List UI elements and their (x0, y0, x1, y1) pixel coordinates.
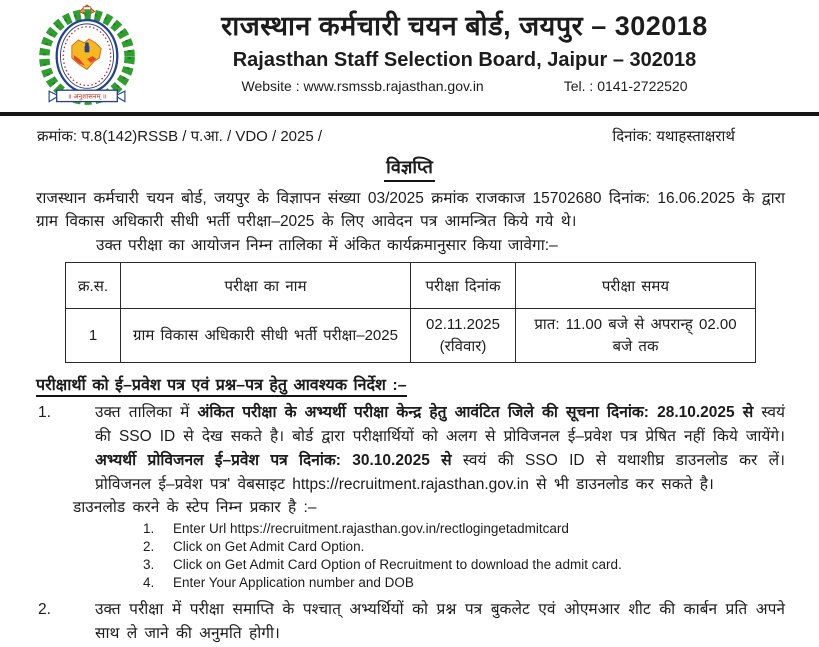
col-header-exam-date: परीक्षा दिनांक (411, 263, 516, 309)
step-text: Click on Get Admit Card Option of Recruitment to download the admit card. (173, 557, 622, 572)
cell-sno: 1 (66, 309, 121, 363)
step-number: 1. (143, 521, 155, 536)
exam-date-value: 02.11.2025 (426, 315, 500, 333)
intro-paragraph: राजस्थान कर्मचारी चयन बोर्ड, जयपुर के विज्ञापन संख्या 03/2025 क्रमांक राजकाज 15702680 दिनांक: 16.06.2025 के द्वारा ग्राम विकास अधिकारी सीधी भर्ती परीक्षा–2025 के लिए आवेदन पत्र आमन्त्रित किये गये थे। (36, 190, 785, 230)
download-step (143, 520, 785, 538)
col-header-exam-name: परीक्षा का नाम (121, 263, 411, 309)
reference-row (0, 126, 819, 146)
instr1-bold2: अभ्यर्थी प्रोविजनल ई–प्रवेश पत्र दिनांक: 30.10.2025 से (95, 452, 452, 469)
exam-schedule-table (65, 262, 756, 363)
telephone-text: Tel. : 0141-2722520 (563, 78, 688, 94)
org-name-english: Rajasthan Staff Selection Board, Jaipur – 302018 (232, 49, 697, 71)
download-steps-intro: डाउनलोड करने के स्टेप निम्न प्रकार है :– (73, 499, 317, 516)
exam-date-day: (रविवार) (439, 337, 487, 355)
instruction-1-number: 1. (38, 404, 51, 421)
step-text: Click on Get Admit Card Option. (173, 539, 365, 554)
step-text: Enter Url https://recruitment.rajasthan.gov.in/rectlogingetadmitcard (173, 521, 569, 536)
step-number: 2. (143, 539, 155, 554)
cell-exam-time: प्रात: 11.00 बजे से अपरान्ह् 02.00 बजे तक (516, 309, 756, 363)
rssb-emblem-icon (28, 4, 146, 112)
instruction-1-body (73, 401, 786, 592)
logo-motto-text: ॥ अनुशासनम् ॥ (67, 93, 107, 101)
instructions-heading: परीक्षार्थी को ई–प्रवेश पत्र एवं प्रश्न–पत्र हेतु आवश्यक निर्देश :– (36, 373, 785, 395)
col-header-sno: क्र.स. (66, 263, 121, 309)
col-header-exam-time: परीक्षा समय (516, 263, 756, 309)
instr1-bold1: अंकित परीक्षा के अभ्यर्थी परीक्षा केन्द्र हेतु आवंटित जिले की सूचना दिनांक: 28.10.2025 से (197, 404, 754, 421)
schedule-line: उक्त परीक्षा का आयोजन निम्न तालिका में अंकित कार्यक्रमानुसार किया जावेगा:– (96, 237, 558, 254)
instruction-2-number: 2. (38, 601, 51, 618)
instr1-seg3: स्वयं की SSO ID से यथाशीघ्र डाउनलोड कर लें। प्रोविजनल ई–प्रवेश पत्र' वेबसाइट https://recruitment.rajasthan.gov.in से भी डाउनलोड कर सकते है। (95, 452, 786, 493)
download-step (143, 556, 785, 574)
rssb-emblem-logo (28, 4, 146, 112)
instr1-seg1: उक्त तालिका में (95, 404, 198, 421)
instr1-seg2: स्वयं की SSO ID से देख सकते है। बोर्ड द्वारा परीक्षार्थियों को अलग से प्रोविजनल ई–प्रवेश पत्र प्रेषित नहीं किये जायेंगे। (95, 404, 785, 445)
table-row (66, 309, 756, 363)
org-name-hindi: राजस्थान कर्मचारी चयन बोर्ड, जयपुर – 302018 (221, 11, 708, 41)
download-steps-list (143, 520, 785, 592)
step-number: 4. (143, 575, 155, 590)
download-step (143, 538, 785, 556)
instruction-2-body: उक्त परीक्षा में परीक्षा समाप्ति के पश्चात् अभ्यर्थियों को प्रश्न पत्र बुकलेट एवं ओएमआर शीट की कार्बन प्रति अपने साथ ले जाने की अनुमति होगी। (95, 601, 785, 642)
document-header (0, 0, 819, 112)
instruction-item-1 (0, 401, 819, 592)
cell-exam-name: ग्राम विकास अधिकारी सीधी भर्ती परीक्षा–2025 (121, 309, 411, 363)
instruction-item-2 (0, 598, 819, 646)
step-number: 3. (143, 557, 155, 572)
reference-number: क्रमांक: प.8(142)RSSB / प.आ. / VDO / 2025 / (37, 128, 323, 145)
header-titles (150, 8, 779, 94)
cell-exam-date (411, 309, 516, 363)
reference-date: दिनांक: यथाहस्ताक्षरार्थ (612, 128, 735, 145)
download-step (143, 574, 785, 592)
step-text: Enter Your Application number and DOB (173, 575, 414, 590)
notice-title: विज्ञप्ति (0, 155, 819, 182)
table-header-row (66, 263, 756, 309)
website-text: Website : www.rsmssb.rajasthan.gov.in (241, 78, 484, 94)
header-divider (0, 112, 819, 116)
